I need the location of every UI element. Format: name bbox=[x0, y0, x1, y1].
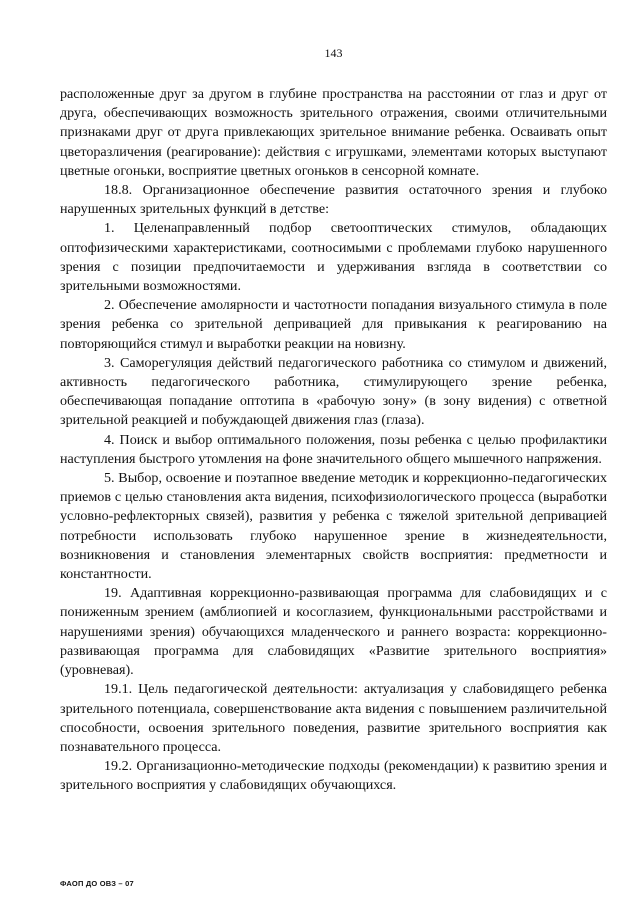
page-number: 143 bbox=[324, 46, 343, 60]
paragraph-item-4: 4. Поиск и выбор оптимального положения, позы ребенка с целью профилактики наступления быстрого утомления на фоне значительного общего мышечного напряжения. bbox=[60, 431, 607, 467]
paragraph-item-5: 5. Выбор, освоение и поэтапное введение методик и коррекционно-педагогических приемов с целью становления акта видения, психофизиологического процесса (выработки условно-рефлекторных связей), развития у ребенка с тяжелой зрительной депривацией потребности использовать глубоко нарушенное зрение в жизнедеятельности, возникновения и становления элементарных свойств восприятия: предметности и константности. bbox=[60, 470, 607, 583]
paragraph-19-1: 19.1. Цель педагогической деятельности: актуализация у слабовидящего ребенка зрительного потенциала, совершенствование акта видения с повышением различительной способности, освоения зрительного поведения, развитие зрительного восприятия как познавательного процесса. bbox=[60, 681, 607, 755]
paragraph-19-2: 19.2. Организационно-методические подходы (рекомендации) к развитию зрения и зрительного восприятия у слабовидящих обучающихся. bbox=[60, 758, 607, 794]
paragraph-item-3: 3. Саморегуляция действий педагогического работника со стимулом и движений, активность педагогического работника, стимулирующего зрение ребенка, обеспечивающая попадание оптотипа в «рабочую зону» (в зону видения) с ответной зрительной реакцией и побуждающей движения глаз (глаза). bbox=[60, 354, 607, 429]
document-footer: ФАОП ДО ОВЗ – 07 bbox=[60, 879, 134, 888]
paragraph-item-2: 2. Обеспечение амолярности и частотности попадания визуального стимула в поле зрения ребенка со зрительной депривацией для привыкания к реагированию на повторяющийся стимул и выработки реакции на новизну. bbox=[60, 297, 607, 352]
paragraph-continuation: расположенные друг за другом в глубине пространства на расстоянии от глаз и друг от друга, обеспечивающих возможность зрительного отражения, своими отличительными признаками друг от друга привлекающих зрительное внимание ребенка. Осваивать опыт цветоразличения (реагирование): действия с игрушками, элементами которых выступают цветные огоньки, восприятие цветных огоньков в сенсорной комнате. bbox=[60, 86, 607, 179]
paragraph-18-8: 18.8. Организационное обеспечение развития остаточного зрения и глубоко нарушенных зрительных функций в детстве: bbox=[60, 182, 607, 218]
paragraph-19: 19. Адаптивная коррекционно-развивающая программа для слабовидящих и с пониженным зрением (амблиопией и косоглазием, функциональными расстройствами и нарушениями зрения) обучающихся младенческого и раннего возраста: коррекционно-развивающая программа для слабовидящих «Развитие зрительного восприятия» (уровневая). bbox=[60, 585, 607, 679]
body-text bbox=[60, 85, 607, 796]
paragraph-item-1: 1. Целенаправленный подбор светооптических стимулов, обладающих оптофизическими характеристиками, соотносимыми с проблемами глубоко нарушенного зрения с позиции предпочитаемости и удерживания взгляда в соответствии со зрительными возможностями. bbox=[60, 220, 607, 295]
